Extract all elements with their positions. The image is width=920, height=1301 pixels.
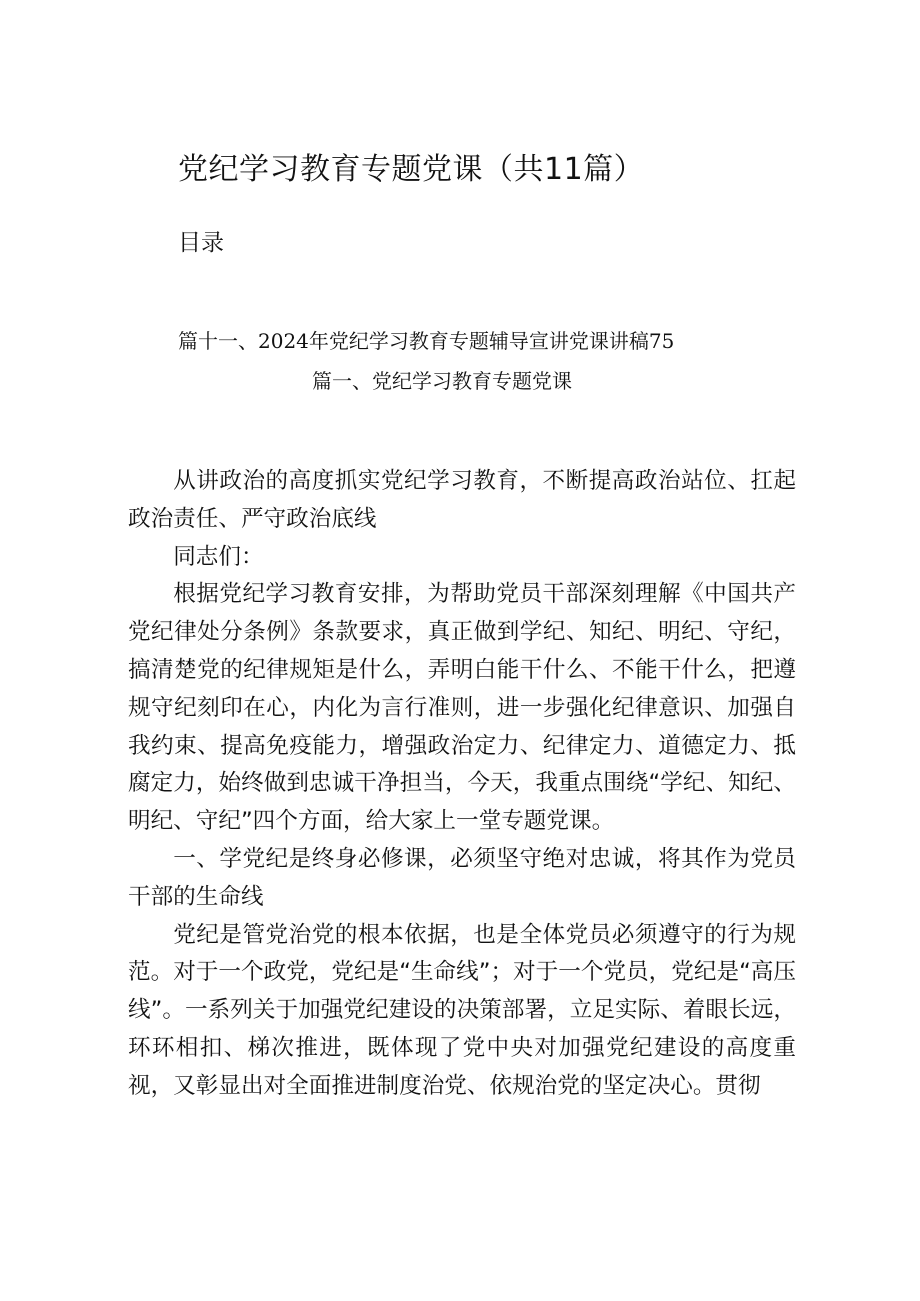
- salutation-paragraph: 同志们：: [173, 543, 264, 570]
- body-paragraph: 党纪是管党治党的根本依据，也是全体党员必须遵守的行为规范。对于一个政党，党纪是“生命线”；对于一个党员，党纪是“高压线”。一系列关于加强党纪建设的决策部署，立足实际、着眼长远，环环相扣、梯次推进，既体现了党中央对加强党纪建设的高度重视，又彰显出对全面推进制度治党、依规治党的坚定决心。贯彻: [128, 921, 796, 1099]
- toc-entry[interactable]: 篇一、党纪学习教育专题党课: [312, 369, 572, 393]
- body-paragraph: 根据党纪学习教育安排，为帮助党员干部深刻理解《中国共产党纪律处分条例》条款要求，真正做到学纪、知纪、明纪、守纪，搞清楚党的纪律规矩是什么，弄明白能干什么、不能干什么，把遵规守纪刻印在心，内化为言行准则，进一步强化纪律意识、加强自我约束、提高免疫能力，增强政治定力、纪律定力、道德定力、抵腐定力，始终做到忠诚干净担当，今天，我重点围绕“学纪、知纪、明纪、守纪”四个方面，给大家上一堂专题党课。: [128, 581, 796, 835]
- speech-heading-paragraph: 从讲政治的高度抓实党纪学习教育，不断提高政治站位、扛起政治责任、严守政治底线: [128, 468, 796, 532]
- section-heading-paragraph: 一、学党纪是终身必修课，必须坚守绝对忠诚，将其作为党员干部的生命线: [128, 845, 796, 910]
- document-title: 党纪学习教育专题党课（共11篇）: [178, 152, 645, 187]
- toc-entry[interactable]: 篇十一、2024年党纪学习教育专题辅导宣讲党课讲稿75: [178, 329, 675, 353]
- body-text: [128, 463, 796, 1106]
- toc-heading: 目录: [178, 230, 224, 256]
